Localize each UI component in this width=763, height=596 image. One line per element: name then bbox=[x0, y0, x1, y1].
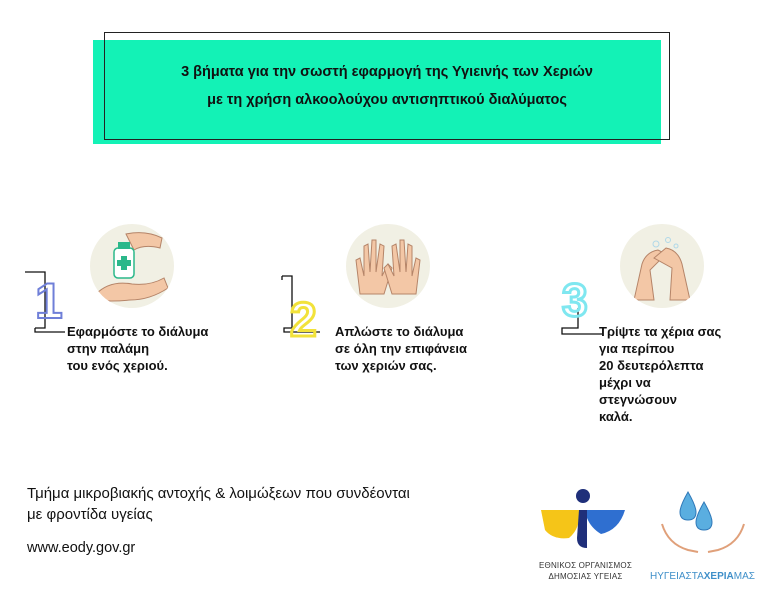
eody-name: ΕΘΝΙΚΟΣ ΟΡΓΑΝΙΣΜΟΣ ΔΗΜΟΣΙΑΣ ΥΓΕΙΑΣ bbox=[539, 561, 632, 581]
step-1-number bbox=[25, 268, 70, 334]
website-url: www.eody.gov.gr bbox=[27, 540, 136, 556]
eody-logo bbox=[539, 488, 627, 548]
step-2-number bbox=[280, 272, 325, 344]
step-3-text: Τρίψτε τα χέρια σας για περίπου 20 δευτερόλεπτα μέχρι να στεγνώσουν καλά. bbox=[599, 324, 722, 424]
step-2-text: Απλώστε το διάλυμα σε όλη την επιφάνεια των χεριών σας. bbox=[335, 324, 468, 373]
banner-title-line-2: με τη χρήση αλκοολούχου αντισηπτικού διαλύματος bbox=[207, 92, 567, 108]
campaign-name: ΗΥΓΕΙΑΣΤΑΧΕΡΙΑΜΑΣ bbox=[650, 571, 755, 582]
banner-title-line-1: 3 βήματα για την σωστή εφαρμογή της Υγιεινής των Χεριών bbox=[181, 64, 593, 80]
step-1-text: Εφαρμόστε το διάλυμα στην παλάμη του ενός χεριού. bbox=[67, 324, 209, 373]
hand-sanitizer-icon bbox=[90, 224, 174, 308]
open-palms-icon bbox=[346, 224, 430, 308]
svg-text:3: 3 bbox=[562, 274, 588, 326]
svg-text:2: 2 bbox=[290, 294, 317, 344]
department-name: Τμήμα μικροβιακής αντοχής & λοιμώξεων που συνδέονται με φροντίδα υγείας bbox=[27, 485, 410, 523]
banner-title bbox=[104, 32, 670, 140]
rubbing-hands-icon bbox=[620, 224, 704, 308]
campaign-logo bbox=[658, 488, 748, 558]
svg-text:1: 1 bbox=[35, 273, 63, 329]
step-3-number bbox=[558, 272, 604, 338]
